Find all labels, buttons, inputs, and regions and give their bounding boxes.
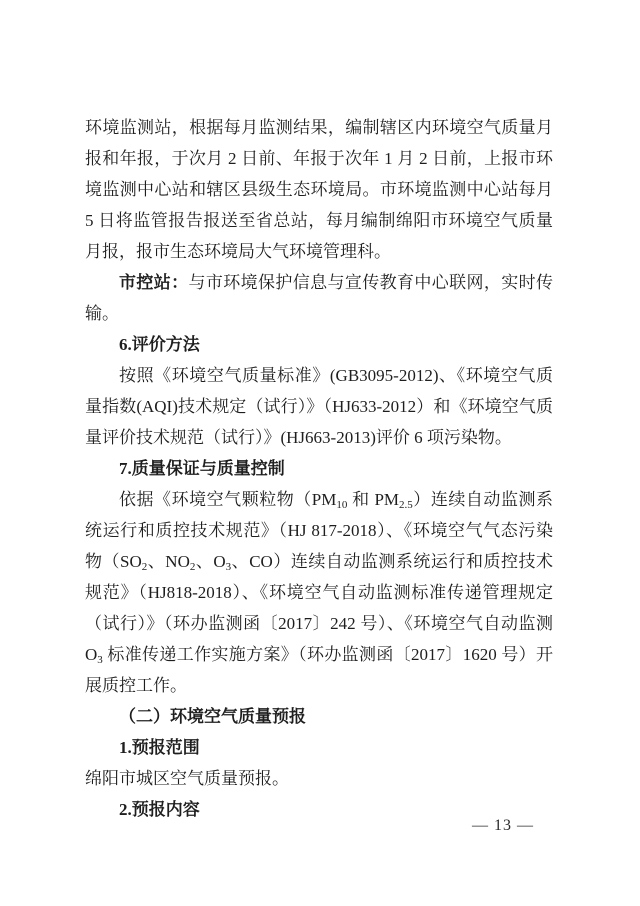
section-heading [85, 453, 553, 484]
text-segment: 环境监测站，根据每月监测结果，编制辖区内环境空气质量月报和年报，于次月 2 日前、年报于次年 1 月 2 日前，上报市环境监测中心站和辖区县级生态环境局。市环境监测中心站每月 5 日将监管报告报送至省总站，每月编制绵阳市环境空气质量月报，报市生态环境局大气环境管理科。 [85, 118, 553, 261]
paragraph [85, 484, 553, 701]
text-segment: （二）环境空气质量预报 [119, 707, 306, 726]
text-segment: 标准传递工作实施方案》（环办监测函〔2017〕1620 号）开展质控工作。 [85, 645, 553, 695]
text-segment: 、CO）连续自动监测系统运行和质控技术规范》（HJ818-2018）、《环境空气自动监测标准传递管理规定（试行）》（环办监测函〔2017〕242 号）、《环境空气自动监测 O [85, 552, 554, 664]
text-segment: 、NO [147, 552, 190, 571]
paragraph [85, 763, 553, 794]
text-segment: 1.预报范围 [119, 738, 200, 757]
text-segment: 7.质量保证与质量控制 [119, 459, 285, 478]
text-segment: 市控站： [119, 273, 189, 292]
subscript: 2.5 [399, 499, 413, 511]
text-segment: 2.预报内容 [119, 800, 200, 819]
subscript: 10 [336, 499, 348, 511]
paragraph [85, 267, 553, 329]
document-body [85, 112, 553, 825]
text-segment: ）连续自动监测系统运行和质控技术规范》（HJ 817-2018）、《环境空气气态污染物（SO [85, 490, 553, 571]
text-segment: 和 PM [347, 490, 400, 509]
section-heading [85, 701, 553, 732]
text-segment: 与市环境保护信息与宣传教育中心联网，实时传输。 [85, 273, 553, 323]
text-segment: 绵阳市城区空气质量预报。 [85, 769, 289, 788]
text-segment: 按照《环境空气质量标准》(GB3095-2012)、《环境空气质量指数(AQI)技术规定（试行）》（HJ633-2012）和《环境空气质量评价技术规范（试行）》(HJ663-2013)评价 6 项污染物。 [85, 366, 553, 447]
subscript: 2 [141, 561, 148, 573]
text-segment: 、O [195, 552, 226, 571]
subscript: 3 [225, 561, 232, 573]
text-segment: 依据《环境空气颗粒物（PM [119, 490, 337, 509]
section-heading [85, 732, 553, 763]
paragraph [85, 360, 553, 453]
text-segment: 6.评价方法 [119, 335, 200, 354]
page-number: — 13 — [472, 817, 534, 834]
paragraph [85, 112, 553, 267]
subscript: 3 [97, 654, 103, 666]
section-heading [85, 329, 553, 360]
subscript: 2 [189, 561, 196, 573]
